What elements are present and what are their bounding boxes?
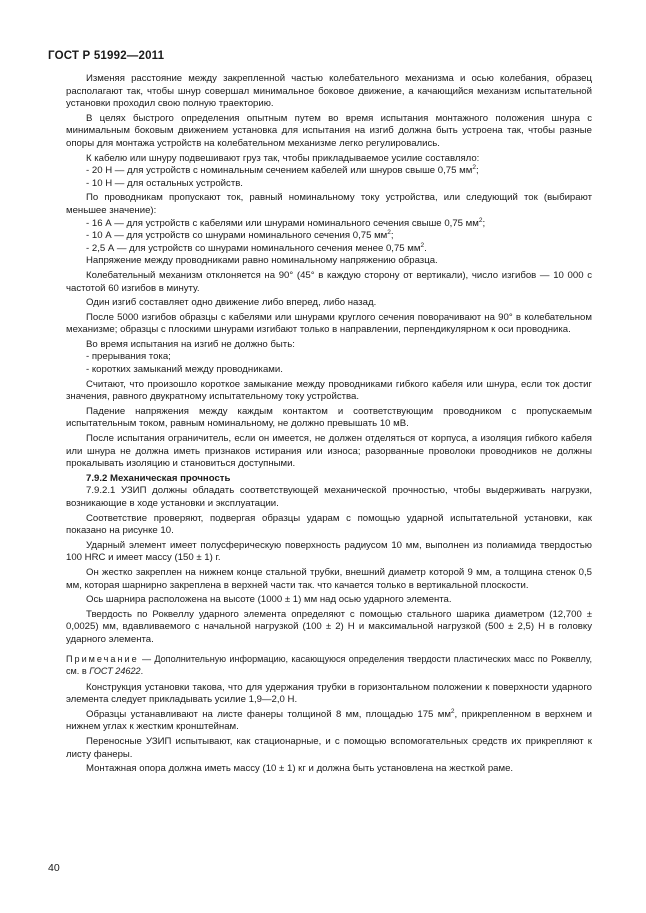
note-paragraph bbox=[66, 653, 592, 677]
paragraph-text: - 10 Н — для остальных устройств. bbox=[86, 177, 243, 189]
paragraph-tail: , прикрепленном в верхнем и нижнем углах к жестким кронштейнам. bbox=[66, 708, 592, 733]
paragraph-text: Напряжение между проводниками равно номинальному напряжению образца. bbox=[86, 255, 438, 267]
paragraph bbox=[66, 153, 592, 166]
paragraph-text: По проводникам пропускают ток, равный номинальному току устройства, или следующий ток (выбирают меньшее значение): bbox=[66, 192, 592, 216]
paragraph bbox=[66, 255, 592, 268]
paragraph-text: Конструкция установки такова, что для удержания трубки в горизонтальном положении к поверхности ударного элемента следует прикладывать усилие 1,9—2,0 Н. bbox=[66, 681, 592, 706]
paragraph-text: Падение напряжения между каждым контактом и соответствующим проводником с пропускаемым испытательным током, равным номинальному, не должно превышать 10 мВ. bbox=[66, 405, 592, 430]
paragraph-text: После испытания ограничитель, если он имеется, не должен отделяться от корпуса, а изоляция гибкого кабеля или шнура не должна иметь признаков истирания или износа; разорванные проволоки проводников не должны прокалывать изоляцию и становиться доступными. bbox=[66, 433, 592, 470]
paragraph bbox=[66, 364, 592, 377]
paragraph bbox=[66, 763, 592, 776]
standard-reference: ГОСТ 24622 bbox=[89, 665, 141, 676]
paragraph-tail: . bbox=[424, 242, 427, 254]
paragraph bbox=[66, 192, 592, 217]
paragraph bbox=[66, 218, 592, 231]
superscript: 2 bbox=[450, 707, 455, 715]
section-heading bbox=[66, 473, 592, 486]
paragraph bbox=[66, 609, 592, 647]
paragraph bbox=[66, 513, 592, 538]
paragraph-text: Ось шарнира расположена на высоте (1000 ± 1) мм над осью ударного элемента. bbox=[86, 594, 452, 606]
paragraph-text: Твердость по Роквеллу ударного элемента определяют с помощью стального шарика диаметром (12,700 ± 0,0025) мм, вдавливаемого с начальной нагрузкой (100 ± 2) Н и максимальной нагрузкой (500 ± 2,5) Н в головку ударного элемента. bbox=[66, 608, 592, 645]
paragraph bbox=[66, 73, 592, 111]
page-number: 40 bbox=[48, 862, 60, 874]
document-body bbox=[66, 73, 592, 776]
paragraph bbox=[66, 270, 592, 295]
paragraph-text: 7.9.2 Механическая прочность bbox=[86, 472, 231, 484]
paragraph-text: Во время испытания на изгиб не должно быть: bbox=[86, 338, 295, 350]
superscript: 2 bbox=[472, 163, 476, 171]
paragraph-text: Изменяя расстояние между закрепленной частью колебательного механизма и осью колебания, образец располагают так, чтобы шнур совершал минимальное боковое движение, а качающийся механизм испытательной установки проходил свою полную траекторию. bbox=[66, 73, 592, 110]
paragraph-text: Колебательный механизм отклоняется на 90° (45° в каждую сторону от вертикали), число изгибов — 10 000 с частотой 60 изгибов в минуту. bbox=[66, 269, 592, 294]
paragraph-text: После 5000 изгибов образцы с кабелями или шнурами круглого сечения поворачивают на 90° в колебательном механизме; образцы с плоскими шнурами изгибают только в направлении, перпендикулярном к оси проводника. bbox=[66, 311, 592, 336]
paragraph-text: Считают, что произошло короткое замыкание между проводниками гибкого кабеля или шнура, если ток достиг значения, равного двукратному испытательному току устройства. bbox=[66, 378, 592, 403]
superscript: 2 bbox=[387, 228, 391, 236]
paragraph-text: К кабелю или шнуру подвешивают груз так, чтобы прикладываемое усилие составляло: bbox=[86, 152, 480, 164]
paragraph-text: - коротких замыканий между проводниками. bbox=[86, 364, 283, 376]
paragraph bbox=[66, 165, 592, 178]
superscript: 2 bbox=[478, 216, 483, 224]
paragraph-text: Ударный элемент имеет полусферическую поверхность радиусом 10 мм, выполнен из полиамида твердостью 100 HRC и имеет массу (150 ± 1) г. bbox=[66, 539, 592, 564]
paragraph bbox=[66, 351, 592, 364]
paragraph bbox=[66, 379, 592, 404]
paragraph bbox=[66, 230, 592, 243]
paragraph-tail: . bbox=[140, 665, 144, 676]
paragraph bbox=[66, 339, 592, 352]
paragraph bbox=[66, 567, 592, 592]
paragraph bbox=[66, 433, 592, 471]
paragraph-text: Образцы устанавливают на листе фанеры толщиной 8 мм, площадью 175 мм bbox=[86, 708, 451, 720]
paragraph-text: Монтажная опора должна иметь массу (10 ± 1) кг и должна быть установлена на жесткой раме. bbox=[86, 763, 514, 775]
paragraph-tail: ; bbox=[482, 217, 486, 229]
paragraph-text: Переносные УЗИП испытывают, как стационарные, и с помощью вспомогательных средств их прикрепляют к листу фанеры. bbox=[66, 735, 592, 760]
paragraph-text: 7.9.2.1 УЗИП должны обладать соответствующей механической прочностью, чтобы выдерживать нагрузки, возникающие в ходе установки и эксплуатации. bbox=[66, 485, 592, 509]
paragraph bbox=[66, 594, 592, 607]
paragraph-text: В целях быстрого определения опытным путем во время испытания монтажного положения шнура с минимальным боковым движением установка для испытания на изгиб должна быть устроена так, чтобы разные опоры для монтажа устройств на колебательном механизме легко регулировались. bbox=[66, 112, 592, 149]
paragraph bbox=[66, 406, 592, 431]
paragraph bbox=[66, 485, 592, 510]
paragraph-text: - 16 А — для устройств с кабелями или шнурами номинального сечения свыше 0,75 мм bbox=[86, 217, 479, 229]
document-header: ГОСТ Р 51992—2011 bbox=[48, 50, 165, 62]
paragraph-tail: ; bbox=[475, 165, 479, 177]
paragraph bbox=[66, 297, 592, 310]
paragraph-text: - 2,5 А — для устройств со шнурами номинального сечения менее 0,75 мм bbox=[86, 242, 421, 254]
paragraph bbox=[66, 312, 592, 337]
note-label: Примечание bbox=[66, 653, 139, 664]
paragraph-text: - 10 А — для устройств со шнурами номинального сечения 0,75 мм bbox=[86, 230, 388, 242]
paragraph bbox=[66, 736, 592, 761]
paragraph bbox=[66, 709, 592, 734]
superscript: 2 bbox=[420, 241, 425, 249]
paragraph-text: — Дополнительную информацию, касающуюся определения твердости пластических масс по Роквеллу, см. в bbox=[66, 653, 592, 676]
paragraph-text: - прерывания тока; bbox=[86, 351, 171, 363]
paragraph-tail: ; bbox=[390, 230, 394, 242]
paragraph bbox=[66, 243, 592, 256]
paragraph-text: Он жестко закреплен на нижнем конце стальной трубки, внешний диаметр которой 9 мм, а толщина стенок 0,5 мм, которая шарнирно закреплена в верхней части так. что качается только в вертикальной плоскости. bbox=[66, 566, 592, 591]
paragraph bbox=[66, 540, 592, 565]
paragraph bbox=[66, 682, 592, 707]
paragraph-text: Соответствие проверяют, подвергая образцы ударам с помощью ударной испытательной установки, как показано на рисунке 10. bbox=[66, 512, 592, 537]
paragraph bbox=[66, 113, 592, 151]
paragraph bbox=[66, 178, 592, 191]
paragraph-text: Один изгиб составляет одно движение либо вперед, либо назад. bbox=[86, 297, 377, 309]
paragraph-text: - 20 Н — для устройств с номинальным сечением кабелей или шнуров свыше 0,75 мм bbox=[86, 165, 473, 177]
